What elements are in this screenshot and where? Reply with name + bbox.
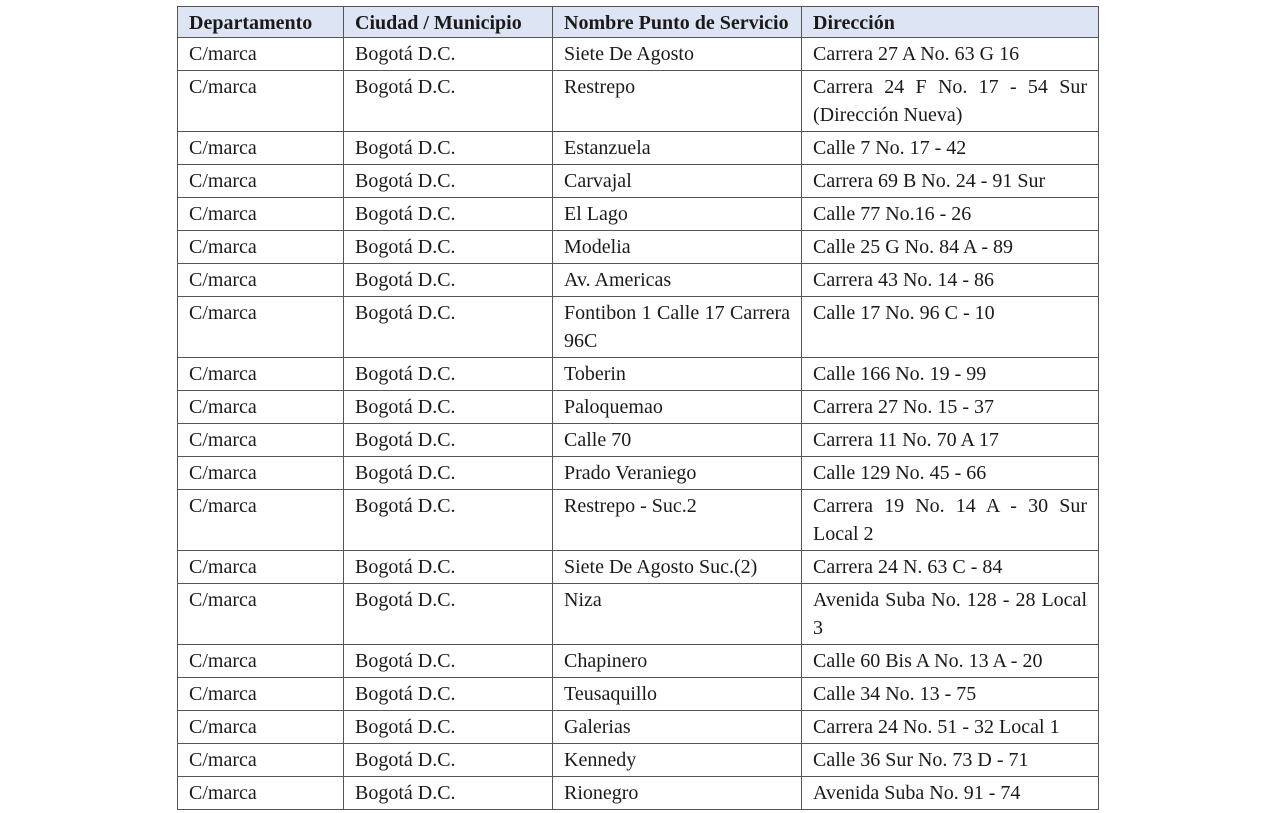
cell-nombre-punto-servicio: El Lago	[553, 198, 802, 231]
cell-ciudad-municipio: Bogotá D.C.	[344, 744, 553, 777]
service-points-table	[177, 6, 1099, 810]
table-row	[178, 165, 1099, 198]
cell-departamento: C/marca	[178, 777, 344, 810]
table-row	[178, 231, 1099, 264]
header-direccion: Dirección	[802, 7, 1099, 38]
cell-direccion: Carrera 24 No. 51 - 32 Local 1	[802, 711, 1099, 744]
cell-direccion: Carrera 19 No. 14 A - 30 Sur Local 2	[802, 490, 1099, 551]
cell-departamento: C/marca	[178, 132, 344, 165]
cell-nombre-punto-servicio: Paloquemao	[553, 391, 802, 424]
cell-ciudad-municipio: Bogotá D.C.	[344, 132, 553, 165]
cell-direccion: Carrera 43 No. 14 - 86	[802, 264, 1099, 297]
cell-direccion: Calle 60 Bis A No. 13 A - 20	[802, 645, 1099, 678]
cell-ciudad-municipio: Bogotá D.C.	[344, 198, 553, 231]
cell-departamento: C/marca	[178, 231, 344, 264]
header-nombre-punto-servicio: Nombre Punto de Servicio	[553, 7, 802, 38]
cell-nombre-punto-servicio: Fontibon 1 Calle 17 Carrera 96C	[553, 297, 802, 358]
cell-nombre-punto-servicio: Siete De Agosto Suc.(2)	[553, 551, 802, 584]
cell-ciudad-municipio: Bogotá D.C.	[344, 297, 553, 358]
cell-ciudad-municipio: Bogotá D.C.	[344, 424, 553, 457]
cell-ciudad-municipio: Bogotá D.C.	[344, 165, 553, 198]
cell-departamento: C/marca	[178, 678, 344, 711]
table-row	[178, 645, 1099, 678]
cell-ciudad-municipio: Bogotá D.C.	[344, 231, 553, 264]
table-body	[178, 38, 1099, 810]
cell-ciudad-municipio: Bogotá D.C.	[344, 38, 553, 71]
cell-direccion: Calle 25 G No. 84 A - 89	[802, 231, 1099, 264]
cell-departamento: C/marca	[178, 457, 344, 490]
cell-direccion: Carrera 24 N. 63 C - 84	[802, 551, 1099, 584]
table-row	[178, 457, 1099, 490]
cell-nombre-punto-servicio: Restrepo - Suc.2	[553, 490, 802, 551]
cell-direccion: Avenida Suba No. 91 - 74	[802, 777, 1099, 810]
cell-departamento: C/marca	[178, 424, 344, 457]
cell-ciudad-municipio: Bogotá D.C.	[344, 358, 553, 391]
cell-ciudad-municipio: Bogotá D.C.	[344, 584, 553, 645]
cell-nombre-punto-servicio: Teusaquillo	[553, 678, 802, 711]
cell-direccion: Calle 34 No. 13 - 75	[802, 678, 1099, 711]
cell-nombre-punto-servicio: Calle 70	[553, 424, 802, 457]
cell-nombre-punto-servicio: Restrepo	[553, 71, 802, 132]
cell-nombre-punto-servicio: Galerias	[553, 711, 802, 744]
cell-departamento: C/marca	[178, 38, 344, 71]
cell-ciudad-municipio: Bogotá D.C.	[344, 711, 553, 744]
cell-nombre-punto-servicio: Estanzuela	[553, 132, 802, 165]
cell-direccion: Calle 129 No. 45 - 66	[802, 457, 1099, 490]
cell-departamento: C/marca	[178, 490, 344, 551]
table-row	[178, 264, 1099, 297]
table-row	[178, 391, 1099, 424]
cell-ciudad-municipio: Bogotá D.C.	[344, 678, 553, 711]
cell-departamento: C/marca	[178, 645, 344, 678]
cell-ciudad-municipio: Bogotá D.C.	[344, 551, 553, 584]
cell-direccion: Carrera 69 B No. 24 - 91 Sur	[802, 165, 1099, 198]
table-row	[178, 777, 1099, 810]
table-row	[178, 490, 1099, 551]
table-row	[178, 678, 1099, 711]
table-row	[178, 744, 1099, 777]
header-departamento: Departamento	[178, 7, 344, 38]
cell-direccion: Calle 77 No.16 - 26	[802, 198, 1099, 231]
cell-direccion: Carrera 27 A No. 63 G 16	[802, 38, 1099, 71]
cell-ciudad-municipio: Bogotá D.C.	[344, 391, 553, 424]
cell-direccion: Avenida Suba No. 128 - 28 Local 3	[802, 584, 1099, 645]
cell-departamento: C/marca	[178, 165, 344, 198]
cell-ciudad-municipio: Bogotá D.C.	[344, 490, 553, 551]
table-row	[178, 551, 1099, 584]
table-header	[178, 7, 1099, 38]
cell-departamento: C/marca	[178, 711, 344, 744]
cell-departamento: C/marca	[178, 264, 344, 297]
cell-direccion: Carrera 24 F No. 17 - 54 Sur (Dirección Nueva)	[802, 71, 1099, 132]
table-row	[178, 711, 1099, 744]
cell-departamento: C/marca	[178, 358, 344, 391]
cell-direccion: Calle 7 No. 17 - 42	[802, 132, 1099, 165]
cell-nombre-punto-servicio: Niza	[553, 584, 802, 645]
header-ciudad-municipio: Ciudad / Municipio	[344, 7, 553, 38]
cell-nombre-punto-servicio: Kennedy	[553, 744, 802, 777]
cell-nombre-punto-servicio: Av. Americas	[553, 264, 802, 297]
header-row	[178, 7, 1099, 38]
cell-nombre-punto-servicio: Prado Veraniego	[553, 457, 802, 490]
cell-ciudad-municipio: Bogotá D.C.	[344, 71, 553, 132]
cell-ciudad-municipio: Bogotá D.C.	[344, 645, 553, 678]
table-row	[178, 358, 1099, 391]
table-row	[178, 198, 1099, 231]
table-row	[178, 297, 1099, 358]
cell-departamento: C/marca	[178, 198, 344, 231]
cell-departamento: C/marca	[178, 744, 344, 777]
cell-direccion: Calle 166 No. 19 - 99	[802, 358, 1099, 391]
cell-direccion: Carrera 27 No. 15 - 37	[802, 391, 1099, 424]
cell-ciudad-municipio: Bogotá D.C.	[344, 457, 553, 490]
table-row	[178, 38, 1099, 71]
cell-departamento: C/marca	[178, 71, 344, 132]
table-row	[178, 584, 1099, 645]
cell-direccion: Carrera 11 No. 70 A 17	[802, 424, 1099, 457]
cell-nombre-punto-servicio: Rionegro	[553, 777, 802, 810]
cell-ciudad-municipio: Bogotá D.C.	[344, 264, 553, 297]
cell-departamento: C/marca	[178, 297, 344, 358]
cell-departamento: C/marca	[178, 551, 344, 584]
cell-nombre-punto-servicio: Chapinero	[553, 645, 802, 678]
table-row	[178, 71, 1099, 132]
cell-nombre-punto-servicio: Modelia	[553, 231, 802, 264]
cell-direccion: Calle 36 Sur No. 73 D - 71	[802, 744, 1099, 777]
table-row	[178, 424, 1099, 457]
table-row	[178, 132, 1099, 165]
cell-direccion: Calle 17 No. 96 C - 10	[802, 297, 1099, 358]
cell-nombre-punto-servicio: Siete De Agosto	[553, 38, 802, 71]
cell-departamento: C/marca	[178, 391, 344, 424]
cell-ciudad-municipio: Bogotá D.C.	[344, 777, 553, 810]
cell-departamento: C/marca	[178, 584, 344, 645]
cell-nombre-punto-servicio: Carvajal	[553, 165, 802, 198]
cell-nombre-punto-servicio: Toberin	[553, 358, 802, 391]
